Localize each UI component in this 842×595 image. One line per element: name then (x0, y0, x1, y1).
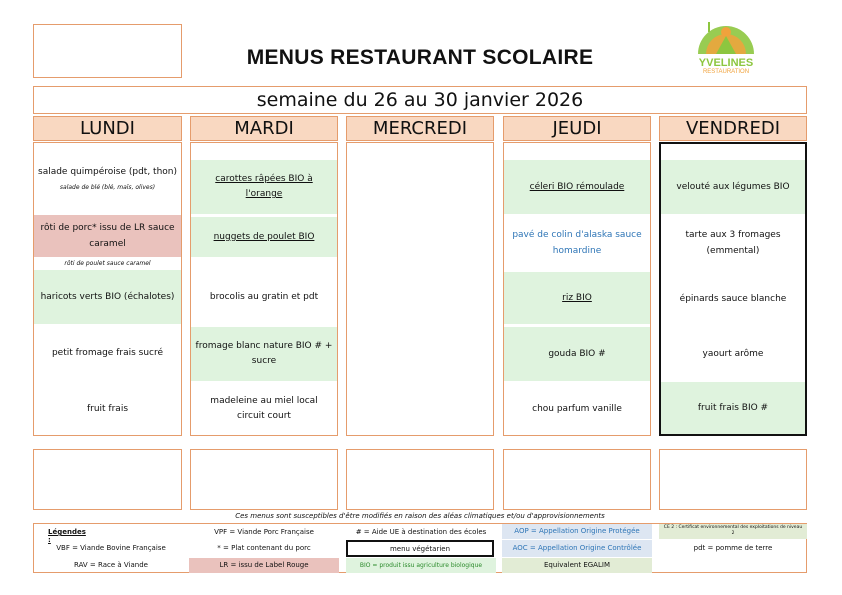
menu-cell-dessert (191, 382, 337, 436)
dish-name: brocolis au gratin et pdt (209, 291, 319, 302)
legend-egalim: Equivalent EGALIM (502, 558, 652, 573)
dish-name: fruit frais BIO # (697, 402, 769, 413)
legend-title: Légendes : (48, 528, 86, 544)
page-title: MENUS RESTAURANT SCOLAIRE (246, 46, 594, 69)
dish-name: madeleine au miel local circuit court (210, 396, 318, 421)
logo-emblem-icon (686, 16, 766, 56)
day-header-friday: VENDREDI (659, 116, 807, 141)
day-header-tuesday: MARDI (190, 116, 338, 141)
menu-cell-main-alt (34, 257, 181, 269)
dish-name: nuggets de poulet BIO (213, 231, 315, 242)
dish-name: petit fromage frais sucré (51, 347, 164, 358)
day-header-monday: LUNDI (33, 116, 182, 141)
bottom-box-friday (659, 449, 807, 510)
menu-cell-side (191, 270, 337, 324)
dish-name: fruit frais (86, 403, 129, 414)
week-banner: semaine du 26 au 30 janvier 2026 (33, 86, 807, 114)
menu-cell-main (504, 215, 650, 271)
menu-cell-starter (191, 160, 337, 214)
menu-cell-side (661, 272, 805, 326)
legend-aop: AOP = Appellation Origine Protégée (502, 524, 652, 539)
bottom-box-thursday (503, 449, 651, 510)
dish-name: pavé de colin d'alaska sauce homardine (512, 230, 642, 256)
logo-sub: RESTAURATION (702, 69, 750, 75)
legend-porc: * = Plat contenant du porc (217, 544, 311, 552)
legend-pdt: pdt = pomme de terre (693, 544, 773, 552)
menu-cell-starter (504, 160, 650, 214)
day-header-thursday: JEUDI (503, 116, 651, 141)
yvelines-logo (686, 16, 766, 75)
dish-name: riz BIO (562, 292, 592, 303)
dish-name: tarte aux 3 fromages (emmental) (685, 230, 781, 256)
menu-cell-dessert (504, 382, 650, 436)
legend-vbf: VBF = Viande Bovine Française (56, 544, 166, 552)
logo-name: YVELINES (698, 57, 754, 69)
menu-cell-starter (34, 143, 181, 214)
dish-alternative: salade de blé (blé, maïs, olives) (59, 184, 156, 191)
bottom-box-monday (33, 449, 182, 510)
menu-cell-side (504, 272, 650, 324)
menu-cell-main (661, 215, 805, 271)
dish-name: rôti de porc* issu de LR sauce caramel (40, 223, 175, 249)
day-column-tuesday (190, 142, 338, 436)
dish-name: yaourt arôme (702, 348, 764, 359)
menu-cell-main (191, 217, 337, 257)
legend-aoc: AOC = Appellation Origine Contrôlée (502, 540, 652, 557)
dish-name: épinards sauce blanche (679, 293, 787, 304)
day-column-thursday (503, 142, 651, 436)
menu-cell-dessert (34, 382, 181, 436)
menu-cell-dessert (661, 382, 805, 434)
dish-name: céleri BIO rémoulade (529, 181, 625, 192)
legend-lr: LR = issu de Label Rouge (189, 558, 339, 573)
dish-name: velouté aux légumes BIO (676, 181, 790, 192)
legend-ce2: CE 2 : Certificat environnemental des exploitations de niveau 2 (659, 524, 807, 539)
legend-veg: menu végétarien (346, 540, 494, 557)
day-header-wednesday: MERCREDI (346, 116, 494, 141)
day-column-monday (33, 142, 182, 436)
dish-name: haricots verts BIO (échalotes) (40, 292, 175, 302)
dish-name: chou parfum vanille (532, 403, 622, 414)
legend-aide: # = Aide UE à destination des écoles (355, 528, 487, 536)
dish-name: carottes râpées BIO à l'orange (215, 174, 313, 199)
top-left-box (33, 24, 182, 78)
disclaimer: Ces menus sont susceptibles d'être modifiés en raison des aléas climatiques et/ou d'approvisionnements (235, 512, 605, 520)
legend-vpf: VPF = Viande Porc Française (214, 528, 314, 536)
menu-cell-dairy (191, 327, 337, 381)
legend-bio: BIO = produit issu agriculture biologique (346, 558, 496, 573)
day-column-wednesday (346, 142, 494, 436)
bottom-box-tuesday (190, 449, 338, 510)
menu-cell-side (34, 270, 181, 324)
dish-name: salade quimpéroise (pdt, thon) (38, 167, 178, 177)
bottom-box-wednesday (346, 449, 494, 510)
menu-cell-main (34, 215, 181, 257)
dish-name: gouda BIO # (548, 348, 606, 359)
menu-cell-dairy (661, 327, 805, 381)
legend (33, 523, 807, 573)
menu-cell-starter (661, 160, 805, 214)
dish-alternative: rôti de poulet sauce caramel (64, 259, 151, 267)
menu-cell-dairy (504, 327, 650, 381)
legend-rav: RAV = Race à Viande (74, 561, 148, 569)
menu-cell-dairy (34, 325, 181, 381)
dish-name: fromage blanc nature BIO # + sucre (195, 341, 333, 366)
day-column-friday (659, 142, 807, 436)
